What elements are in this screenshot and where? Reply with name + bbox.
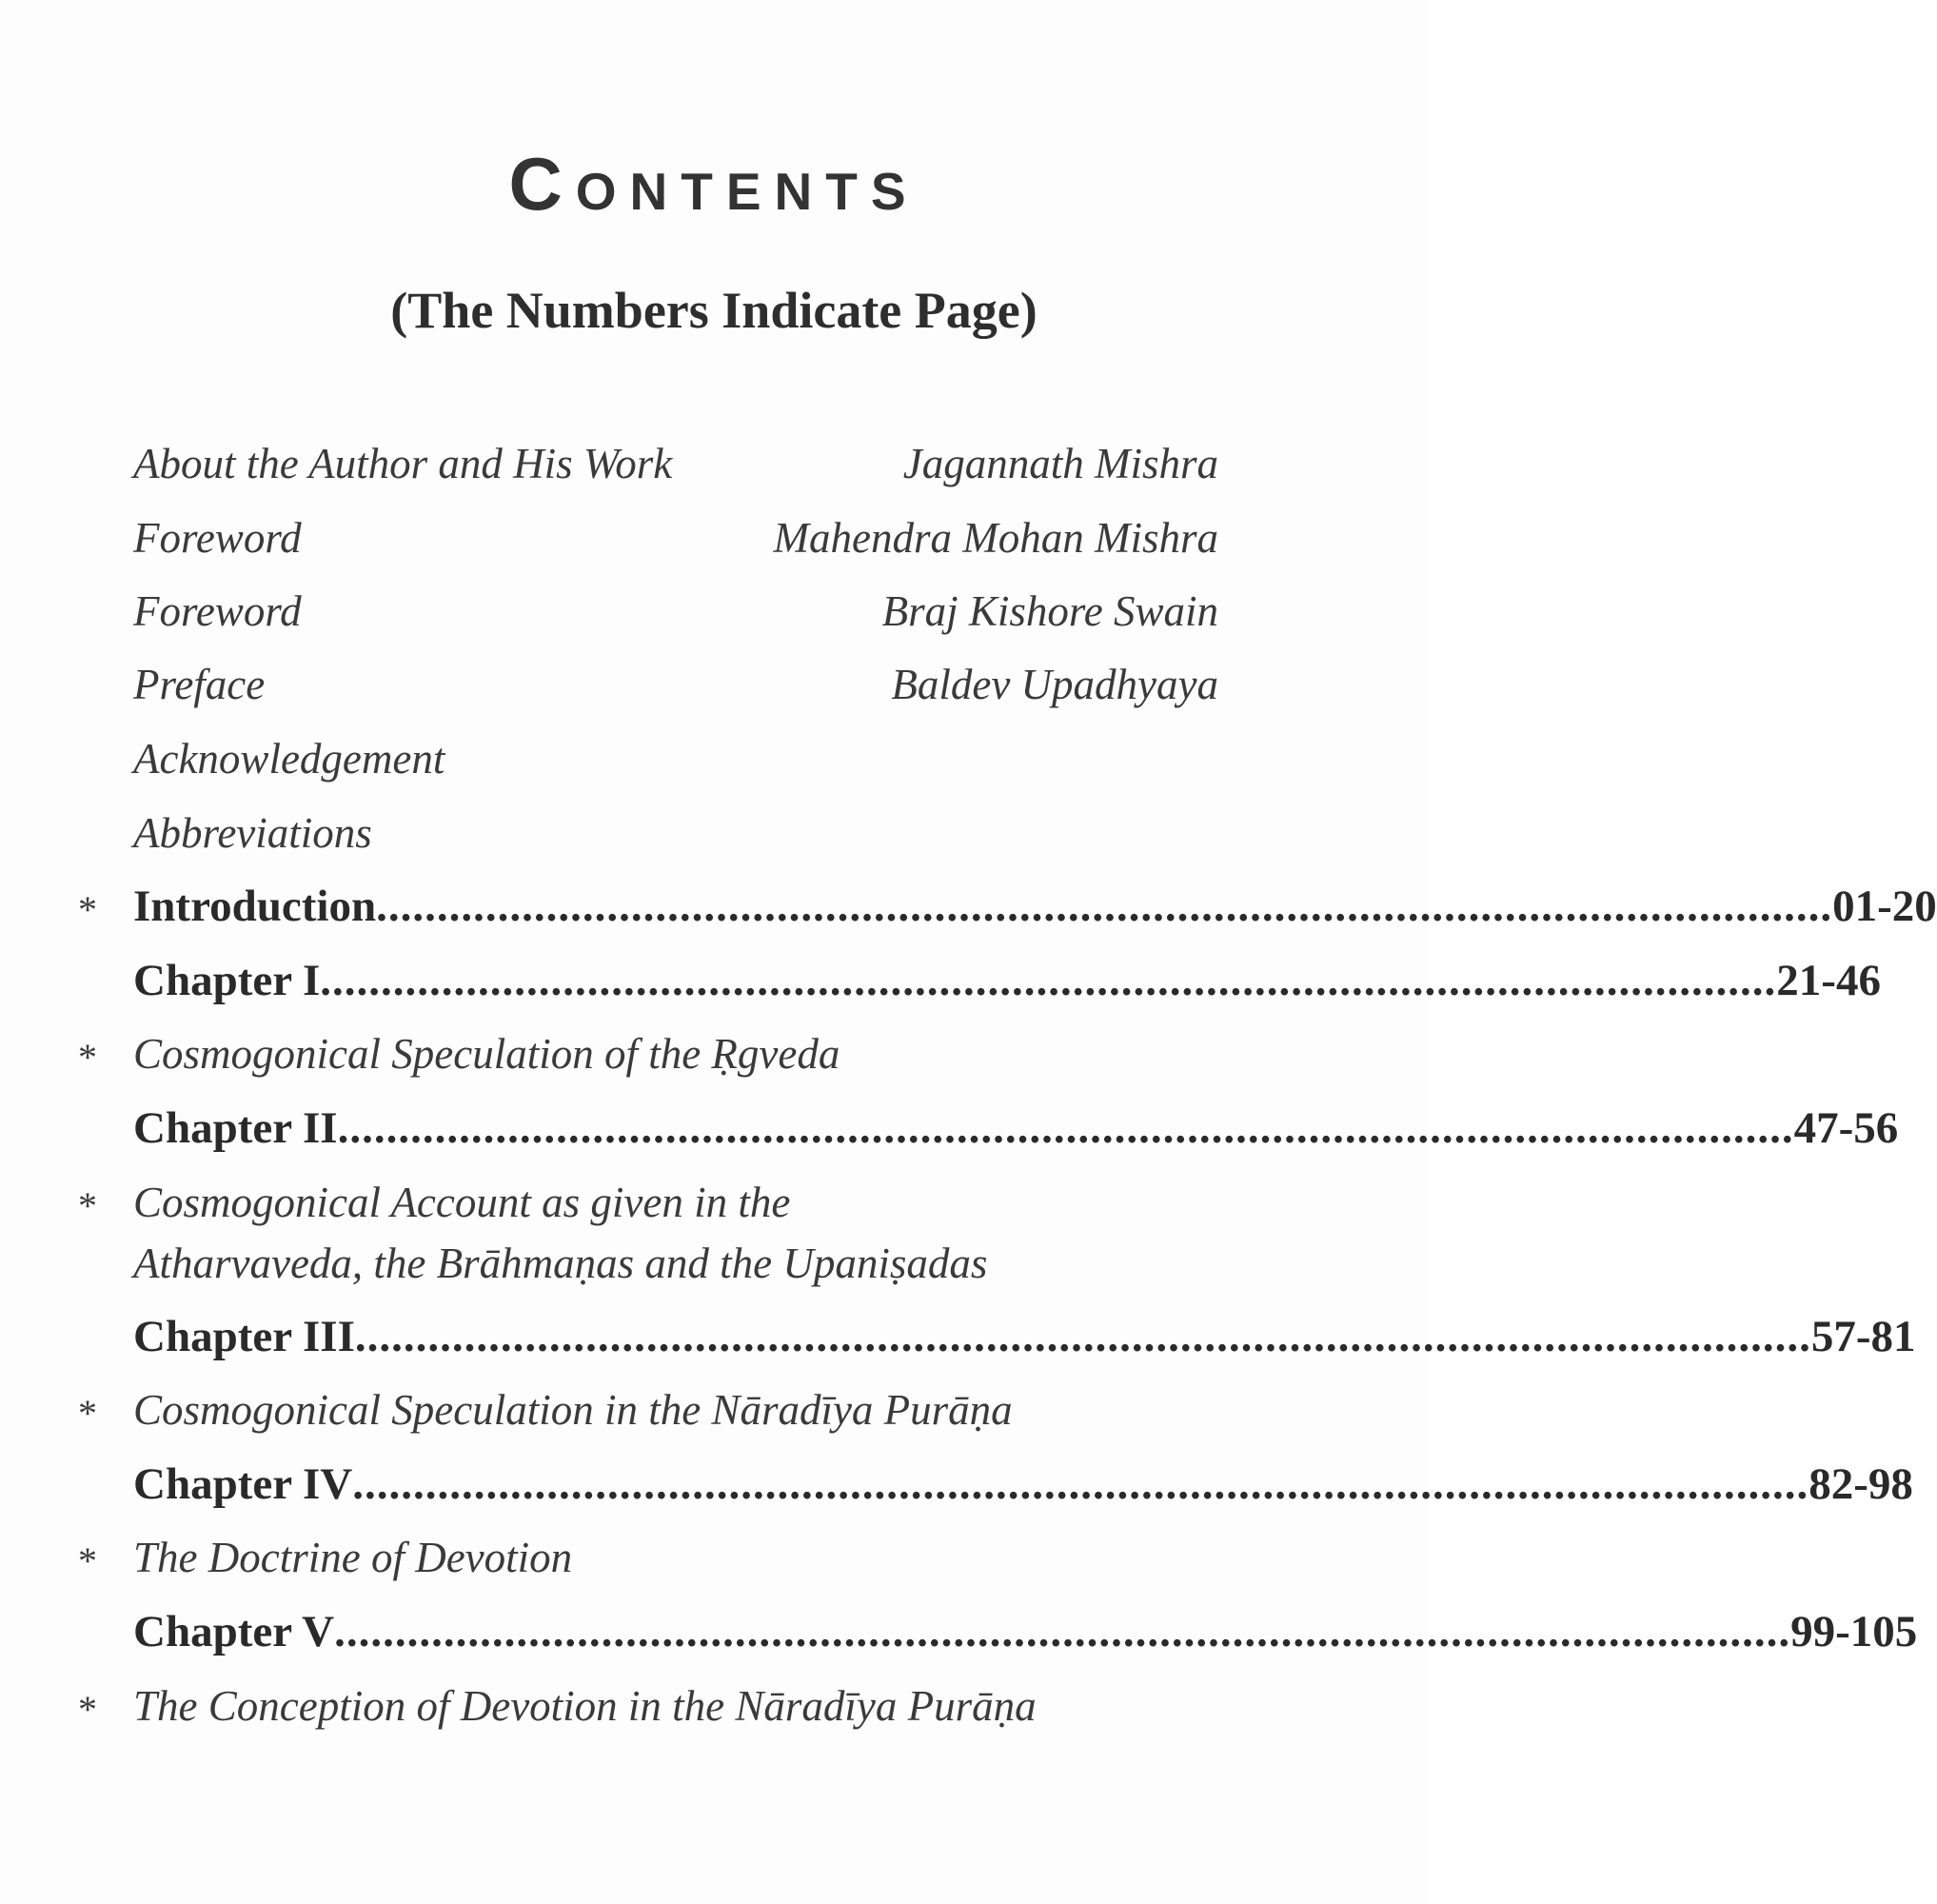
toc-entry-introduction[interactable] xyxy=(133,873,1937,940)
toc-entry-label: Chapter IV xyxy=(133,1459,353,1509)
front-matter-label: Foreword xyxy=(133,514,302,562)
chapter-topic xyxy=(133,1524,1218,1591)
toc-entry-label: Chapter I xyxy=(133,956,321,1005)
toc-entry-pages: 82-98 xyxy=(1809,1459,1913,1509)
page-subtitle: (The Numbers Indicate Page) xyxy=(390,282,1038,339)
chapter-topic-line: Cosmogonical Account as given in the xyxy=(133,1179,791,1226)
page-title: Contents xyxy=(508,142,919,226)
bullet-marker: * xyxy=(78,888,97,931)
dot-leader: ........................................................................................................................ xyxy=(354,1312,1811,1361)
toc-entry-chapter[interactable] xyxy=(133,1451,1913,1517)
front-matter-label: Acknowledgement xyxy=(133,735,445,783)
front-matter-author: Baldev Upadhyaya xyxy=(891,661,1218,708)
chapter-topic-line: Cosmogonical Speculation of the Ṛgveda xyxy=(133,1030,840,1078)
bullet-marker: * xyxy=(78,1392,97,1435)
front-matter-label: Abbreviations xyxy=(133,809,372,857)
chapter-topic-line: Cosmogonical Speculation in the Nāradīya Purāṇa xyxy=(133,1386,1013,1434)
chapter-topic xyxy=(133,1230,1218,1297)
front-matter-row xyxy=(133,725,1218,792)
front-matter-row xyxy=(133,651,1218,718)
bullet-marker: * xyxy=(78,1688,97,1731)
toc-entry-chapter[interactable] xyxy=(133,1598,1918,1665)
front-matter-row xyxy=(133,578,1218,645)
chapter-topic-line: Atharvaveda, the Brāhmaṇas and the Upaniṣadas xyxy=(133,1240,988,1287)
toc-entry-chapter[interactable] xyxy=(133,1095,1899,1161)
toc-entry-pages: 01-20 xyxy=(1832,882,1937,931)
chapter-topic xyxy=(133,1377,1218,1443)
dot-leader: ........................................................................................................................ xyxy=(334,1607,1791,1656)
front-matter-row xyxy=(133,800,1218,866)
front-matter-label: Foreword xyxy=(133,587,302,635)
front-matter-author: Braj Kishore Swain xyxy=(881,587,1218,635)
toc-entry-pages: 47-56 xyxy=(1793,1103,1899,1153)
chapter-topic xyxy=(133,1021,1218,1087)
toc-entry-chapter[interactable] xyxy=(133,947,1881,1014)
bullet-marker: * xyxy=(78,1184,97,1227)
dot-leader: ........................................................................................................................ xyxy=(320,956,1777,1005)
toc-entry-pages: 99-105 xyxy=(1790,1607,1918,1656)
bullet-marker: * xyxy=(78,1539,97,1582)
chapter-topic xyxy=(133,1169,1218,1236)
chapter-topic-line: The Doctrine of Devotion xyxy=(133,1534,573,1581)
toc-entry-label: Chapter V xyxy=(133,1607,335,1656)
dot-leader: ........................................................................................................................ xyxy=(352,1459,1809,1509)
bullet-marker: * xyxy=(78,1036,97,1079)
toc-entry-pages: 57-81 xyxy=(1810,1312,1916,1361)
toc-entry-chapter[interactable] xyxy=(133,1303,1916,1370)
chapter-topic xyxy=(133,1673,1218,1739)
toc-entry-label: Chapter II xyxy=(133,1103,338,1153)
toc-entry-label: Introduction xyxy=(133,882,377,931)
front-matter-author: Mahendra Mohan Mishra xyxy=(773,514,1218,562)
dot-leader: ........................................................................................................................ xyxy=(337,1103,1794,1153)
chapter-topic-line: The Conception of Devotion in the Nāradīya Purāṇa xyxy=(133,1682,1037,1730)
front-matter-row xyxy=(133,505,1218,571)
dot-leader: ........................................................................................................................ xyxy=(376,882,1833,931)
front-matter-label: About the Author and His Work xyxy=(133,440,673,487)
front-matter-label: Preface xyxy=(133,661,266,708)
front-matter-row xyxy=(133,430,1218,497)
front-matter-author: Jagannath Mishra xyxy=(902,440,1218,487)
toc-entry-label: Chapter III xyxy=(133,1312,355,1361)
toc-entry-pages: 21-46 xyxy=(1776,956,1881,1005)
